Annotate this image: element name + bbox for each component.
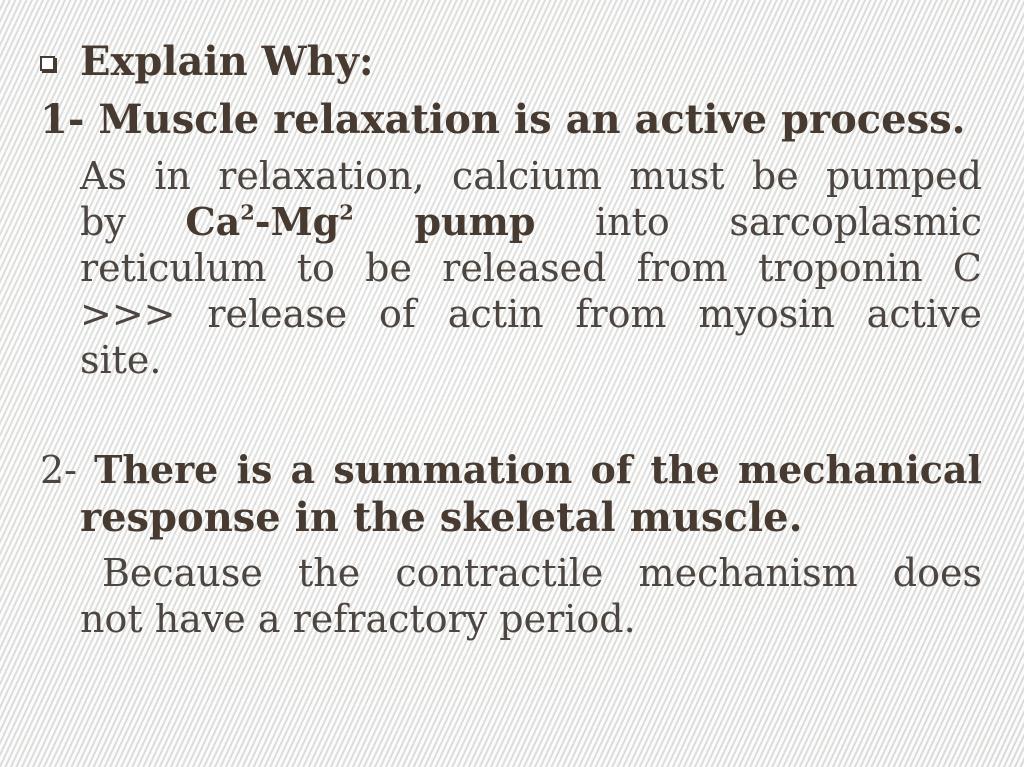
point-1-line-1: As in relaxation, calcium must be pumped [80,154,982,198]
point-1-line-3: reticulum to be released from troponin C [80,246,982,290]
point-1-line-2 [80,199,982,244]
word-pump: pump [414,199,536,244]
point-2-title-line-2: response in the skeletal muscle. [80,494,803,541]
word-sarcoplasmic: sarcoplasmic [729,200,982,244]
point-2-number: 2- [40,448,78,492]
slide-heading: Explain Why: [80,38,374,85]
point-2-line-1: Because the contractile mechanism does [102,551,982,595]
point-2-title-text: There is a summation of the mechanical [94,447,982,492]
point-1-line-5: site. [80,338,162,382]
formula-ca-mg-pump: Ca$^2$-Mg$^2$ pump [185,199,536,244]
point-2-title-line-1 [40,447,982,492]
word-by: by [80,200,126,244]
point-1-title: 1- Muscle relaxation is an active process. [40,96,966,143]
checkbox-bullet-icon [40,56,55,71]
point-2-line-2: not have a refractory period. [80,597,636,641]
point-1-line-4: >>> release of actin from myosin active [80,292,982,336]
word-into: into [595,200,670,244]
